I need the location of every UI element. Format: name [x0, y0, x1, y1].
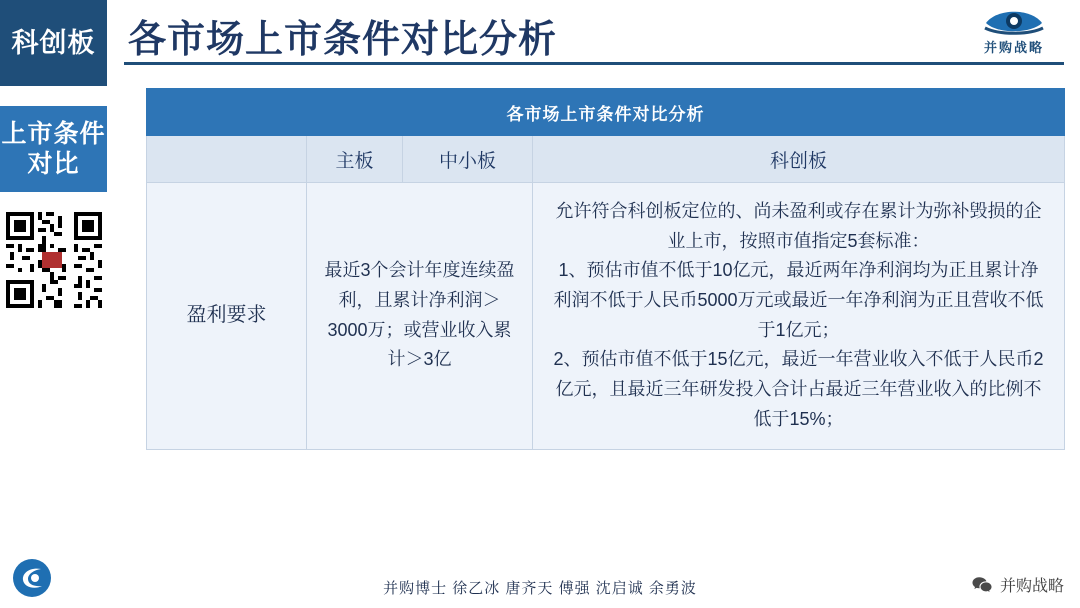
- sidebar-tab-secondary-label: 上市条件对比: [1, 119, 106, 178]
- comparison-table: [146, 88, 1065, 450]
- column-header-blank: [147, 136, 307, 183]
- brand-logo-label: 并购战略: [983, 40, 1044, 55]
- table-title-row: [147, 89, 1065, 136]
- cell-main-and-sme-board: 最近3个会计年度连续盈利，且累计净利润＞3000万；或营业收入累计＞3亿: [307, 183, 533, 450]
- sidebar-tab-secondary[interactable]: [0, 106, 107, 192]
- footer-wechat: [971, 573, 1064, 596]
- column-header-star-market: 科创板: [533, 136, 1065, 183]
- cell-star-market: [533, 183, 1065, 450]
- sidebar-tab-primary[interactable]: [0, 0, 107, 86]
- row-label-profit-requirement: 盈利要求: [147, 183, 307, 450]
- qr-code-icon: [6, 212, 102, 308]
- table-title: 各市场上市条件对比分析: [147, 89, 1065, 136]
- eye-logo-icon: [983, 6, 1045, 36]
- table-row: [147, 183, 1065, 450]
- footer-authors: 并购博士 徐乙冰 唐齐天 傅强 沈启诚 余勇波: [383, 580, 697, 597]
- wechat-icon: [971, 574, 993, 596]
- column-header-main-board: 主板: [307, 136, 403, 183]
- star-market-paragraph-2: 1、预估市值不低于10亿元，最近两年净利润均为正且累计净利润不低于人民币5000万元或最近一年净利润为正且营收不低于1亿元；: [553, 260, 1044, 340]
- star-market-paragraph-3: 2、预估市值不低于15亿元，最近一年营业收入不低于人民币2亿元，且最近三年研发投入合计占最近三年营业收入的比例不低于15%；: [553, 349, 1044, 429]
- footer-wechat-label: 并购战略: [999, 578, 1064, 595]
- company-logo-icon: [10, 556, 54, 600]
- star-market-paragraph-1: 允许符合科创板定位的、尚未盈利或存在累计为弥补毁损的企业上市，按照市值指定5套标准：: [555, 201, 1042, 251]
- column-header-sme-board: 中小板: [403, 136, 533, 183]
- page-title: 各市场上市条件对比分析: [128, 19, 558, 61]
- sidebar-tab-primary-label: 科创板: [11, 27, 96, 58]
- brand-logo: [962, 6, 1066, 60]
- header-divider: [124, 62, 1064, 65]
- table-header-row: [147, 136, 1065, 183]
